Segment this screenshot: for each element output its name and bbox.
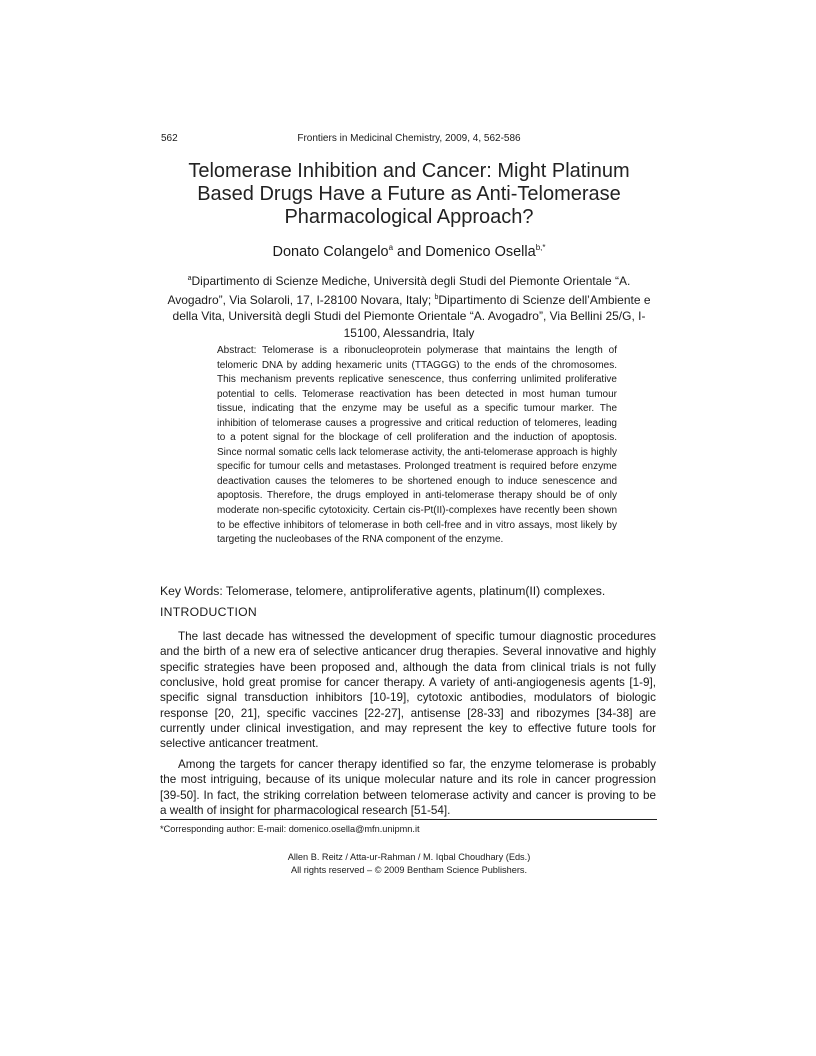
page-number: 562 — [161, 133, 178, 144]
section-heading-introduction: INTRODUCTION — [160, 605, 258, 619]
affil-b-text: Dipartimento di Scienze dell’Ambiente e della Vita, Università degli Studi del Piemonte Orientale “A. Avogadro”, Via Bellini 25/G, I-15100, Alessandria, Italy — [172, 292, 651, 340]
corresponding-author-footnote: *Corresponding author: E-mail: domenico.osella@mfn.unipmn.it — [160, 824, 420, 834]
footnote-divider — [160, 819, 657, 820]
intro-paragraph-2: Among the targets for cancer therapy identified so far, the enzyme telomerase is probably the most intriguing, because of its unique molecular nature and its role in cancer progression [39-50]. In fact, the striking correlation between telomerase activity and cancer is proving to be a wealth of insight for pharmacological research [51-54]. — [160, 758, 656, 818]
article-title — [161, 160, 657, 229]
title-line-1: Telomerase Inhibition and Cancer: Might Platinum — [188, 160, 630, 182]
footer-rights: All rights reserved – © 2009 Bentham Science Publishers. — [290, 864, 528, 875]
journal-citation: Frontiers in Medicinal Chemistry, 2009, 4, 562-586 — [297, 133, 521, 144]
author-list — [161, 239, 657, 261]
keywords-label: Key Words: — [160, 584, 223, 598]
keywords-text: Telomerase, telomere, antiproliferative agents, platinum(II) complexes. — [222, 584, 606, 598]
affiliations — [159, 271, 659, 341]
footer-editors: Allen B. Reitz / Atta-ur-Rahman / M. Iqbal Choudhary (Eds.) — [287, 852, 531, 862]
title-line-2: Based Drugs Have a Future as Anti-Telomerase — [197, 183, 621, 205]
author-colangelo: Donato Colangelo — [272, 244, 389, 260]
affil-a-text: Dipartimento di Scienze Mediche, Università degli Studi del Piemonte Orientale “A. Avogadro”, Via Solaroli, 17, I-28100 Novara, Italy; — [167, 274, 631, 307]
abstract-label: Abstract: — [217, 345, 257, 356]
intro-paragraph-1: The last decade has witnessed the development of specific tumour diagnostic procedures and the birth of a new era of selective anticancer drug therapies. Several innovative and highly specific strategies have been proposed and, although the data from clinical trials is not fully conclusive, hold great promise for cancer therapy. A variety of anti-angiogenesis agents [1-9], specific signal transduction inhibitors [10-19], cytotoxic antibodies, modulators of biologic response [20, 21], specific vaccines [22-27], antisense [28-33] and ribozymes [34-38] are currently under clinical investigation, and may represent the key to effective future tools for selective anticancer treatment. — [160, 630, 656, 751]
abstract — [217, 344, 617, 548]
abstract-text: Telomerase is a ribonucleoprotein polymerase that maintains the length of telomeric DNA by adding hexameric units (TTAGGG) to the ends of the chromosomes. This mechanism prevents replicative senescence, thus conferring unlimited proliferative potential to cells. Telomerase reactivation has been detected in most human tumour tissue, indicating that the enzyme may be useful as a specific tumour marker. The inhibition of telomerase causes a progressive and critical reduction of telomeres, leading to a potent signal for the blockage of cell proliferation and the induction of apoptosis. Since normal somatic cells lack telomerase activity, the anti-telomerase approach is highly specific for tumour cells and metastases. Prolonged treatment is required before enzyme deactivation causes the telomeres to be shortened enough to induce senescence and apoptosis. Therefore, the drugs employed in anti-telomerase therapy should be of only moderate non-specific cytotoxicity. Certain cis-Pt(II)-complexes have recently been shown to be effective inhibitors of telomerase in both cell-free and in vitro assays, most likely by targeting the nucleobases of the RNA component of the enzyme. — [217, 345, 617, 546]
affil-b-mark: b — [434, 293, 439, 301]
author-colangelo-affil-mark: a — [388, 243, 394, 252]
author-osella: Domenico Osella — [425, 244, 536, 260]
page-footer — [161, 851, 657, 876]
title-line-3: Pharmacological Approach? — [284, 206, 534, 228]
author-osella-affil-mark: b,* — [535, 243, 546, 252]
keywords — [160, 583, 660, 599]
author-conjunction: and — [393, 244, 426, 260]
affil-a-mark: a — [187, 275, 192, 282]
